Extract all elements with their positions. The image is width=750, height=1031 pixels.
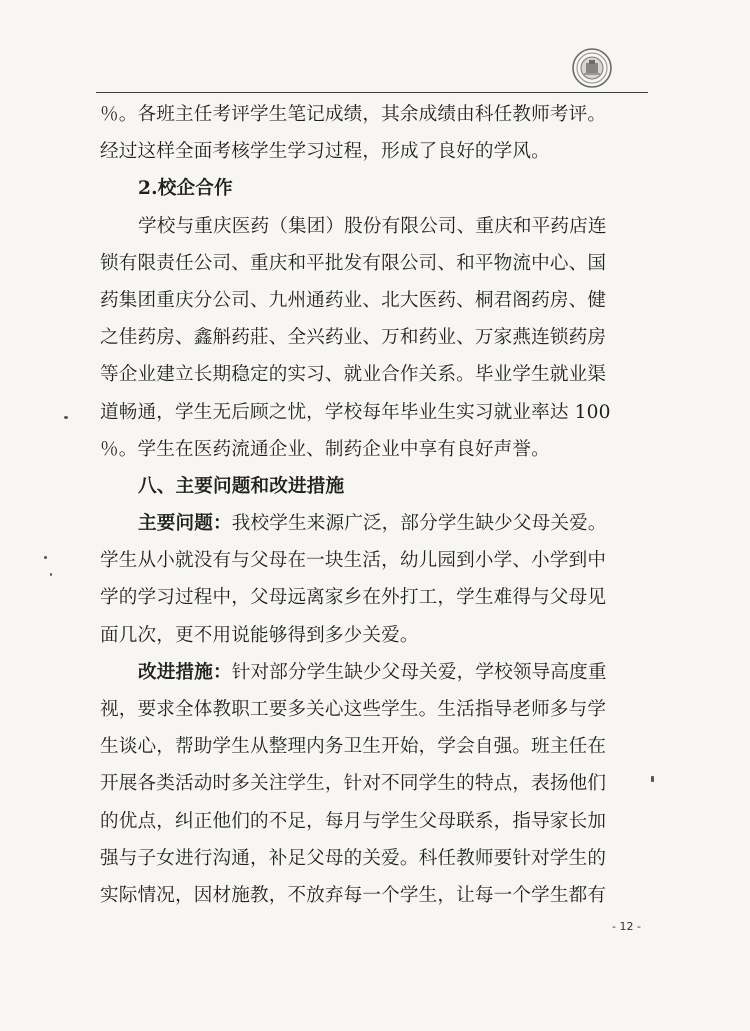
text-line: 面几次，更不用说能够得到多少关爱。 — [100, 624, 419, 646]
text-line: 经过这样全面考核学生学习过程，形成了良好的学风。 — [100, 141, 550, 163]
body-text — [100, 96, 645, 914]
lead-label: 改进措施： — [138, 661, 232, 683]
text-line: ％。各班主任考评学生笔记成绩，其余成绩由科任教师考评。 — [100, 104, 607, 125]
scan-speck — [651, 776, 654, 782]
text-line: 开展各类活动时多关注学生，针对不同学生的特点，表扬他们 — [100, 773, 607, 795]
text-line: 学的学习过程中，父母远离家乡在外打工，学生难得与父母见 — [100, 587, 607, 609]
section-heading: 八、主要问题和改进措施 — [138, 475, 345, 497]
paragraph-text: 我校学生来源广泛，部分学生缺少父母关爱。 — [231, 513, 607, 535]
paragraph-start — [100, 505, 645, 542]
text-line: 等企业建立长期稳定的实习、就业合作关系。毕业学生就业渠 — [100, 364, 607, 386]
text-line: 道畅通，学生无后顾之忧，学校每年毕业生实习就业率达 100 — [100, 401, 611, 423]
school-emblem-icon — [570, 46, 614, 90]
paragraph-text: 针对部分学生缺少父母关爱，学校领导高度重 — [231, 661, 607, 683]
text-line: 之佳药房、鑫斛药莊、全兴药业、万和药业、万家燕连锁药房 — [100, 327, 607, 349]
lead-label: 主要问题： — [138, 513, 232, 535]
text-line: 药集团重庆分公司、九州通药业、北大医药、桐君阁药房、健 — [100, 289, 607, 311]
text-line: 的优点，纠正他们的不足，每月与学生父母联系，指导家长加 — [100, 810, 607, 832]
paragraph-start: 学校与重庆医药（集团）股份有限公司、重庆和平药店连 — [138, 215, 607, 237]
text-line: ％。学生在医药流通企业、制药企业中享有良好声誉。 — [100, 438, 550, 460]
section-heading: 2.校企合作 — [138, 178, 233, 200]
text-line: 锁有限责任公司、重庆和平批发有限公司、和平物流中心、国 — [100, 252, 607, 274]
text-line: 视，要求全体教职工要多关心这些学生。生活指导老师多与学 — [100, 699, 607, 720]
header-rule — [96, 92, 648, 93]
text-line: 学生从小就没有与父母在一块生活，幼儿园到小学、小学到中 — [100, 550, 607, 572]
text-line: 实际情况，因材施教，不放弃每一个学生，让每一个学生都有 — [100, 884, 607, 906]
text-line: 生谈心，帮助学生从整理内务卫生开始，学会自强。班主任在 — [100, 736, 607, 758]
scan-speck — [44, 556, 47, 559]
page-number: - 12 - — [612, 920, 641, 933]
scan-speck — [50, 573, 52, 576]
scan-speck — [64, 416, 68, 419]
paragraph-start — [100, 654, 645, 691]
text-line: 强与子女进行沟通，补足父母的关爱。科任教师要针对学生的 — [100, 847, 607, 869]
